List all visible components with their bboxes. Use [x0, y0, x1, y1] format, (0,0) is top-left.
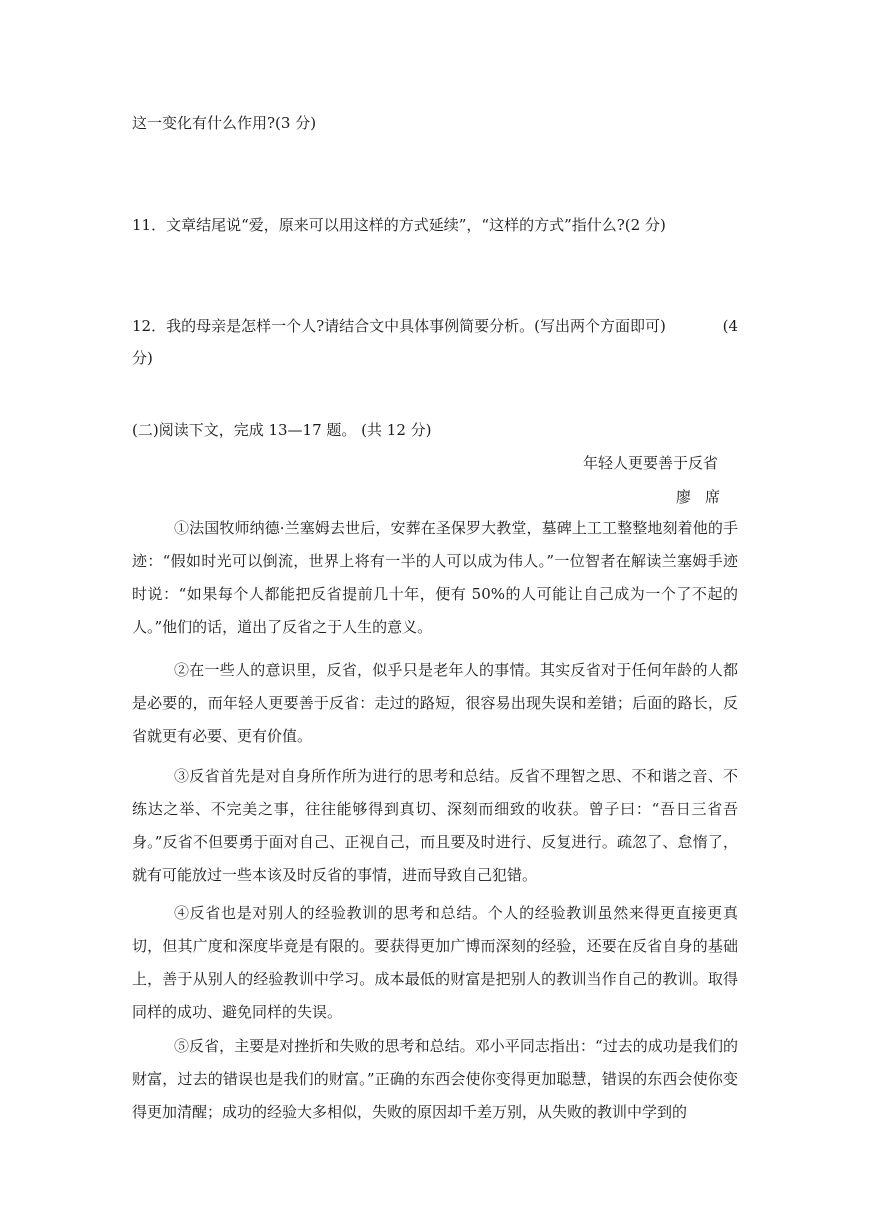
paragraph-2: ②在一些人的意识里，反省，似乎只是老年人的事情。其实反省对于任何年龄的人都是必要的，而年轻人更要善于反省：走过的路短，很容易出现失误和差错；后面的路长，反省就更有必要、更有价值。 — [132, 661, 738, 745]
question-12-points-open: (4 — [722, 317, 738, 335]
paragraph-5: ⑤反省，主要是对挫折和失败的思考和总结。邓小平同志指出：“过去的成功是我们的财富，过去的错误也是我们的财富。”正确的东西会使你变得更加聪慧，错误的东西会使你变得更加清醒；成功的经验大多相似，失败的原因却千差万别，从失败的教训中学到的 — [132, 1037, 738, 1121]
paragraph-1: ①法国牧师纳德·兰塞姆去世后，安葬在圣保罗大教堂，墓碑上工工整整地刻着他的手迹：“假如时光可以倒流，世界上将有一半的人可以成为伟人。”一位智者在解读兰塞姆手迹时说：“如果每个人都能把反省提前几十年，便有 50%的人可能让自己成为一个了不起的人。”他们的话，道出了反省之于人生的意义。 — [132, 519, 738, 636]
question-12-points-close: 分) — [132, 349, 153, 367]
question-11: 11．文章结尾说“爱，原来可以用这样的方式延续”，“这样的方式”指什么?(2 分) — [132, 216, 666, 234]
paragraph-4: ④反省也是对别人的经验教训的思考和总结。个人的经验教训虽然来得更直接更真切，但其广度和深度毕竟是有限的。要获得更加广博而深刻的经验，还要在反省自身的基础上，善于从别人的经验教训中学习。成本最低的财富是把别人的教训当作自己的教训。取得同样的成功、避免同样的失误。 — [132, 904, 738, 1021]
paragraph-3: ③反省首先是对自身所作所为进行的思考和总结。反省不理智之思、不和谐之音、不练达之举、不完美之事，往往能够得到真切、深刻而细致的收获。曾子曰：“吾日三省吾身。”反省不但要勇于面对自己、正视自己，而且要及时进行、反复进行。疏忽了、怠惰了，就有可能放过一些本该及时反省的事情，进而导致自己犯错。 — [132, 767, 738, 884]
question-10-tail: 这一变化有什么作用?(3 分) — [132, 114, 317, 132]
article-author: 廖席 — [676, 488, 735, 506]
section-2-instruction: (二)阅读下文，完成 13—17 题。 (共 12 分) — [132, 421, 432, 439]
question-12 — [132, 310, 738, 374]
article-title: 年轻人更要善于反省 — [583, 454, 719, 472]
question-12-text: 12．我的母亲是怎样一个人?请结合文中具体事例简要分析。(写出两个方面即可) — [132, 317, 666, 335]
